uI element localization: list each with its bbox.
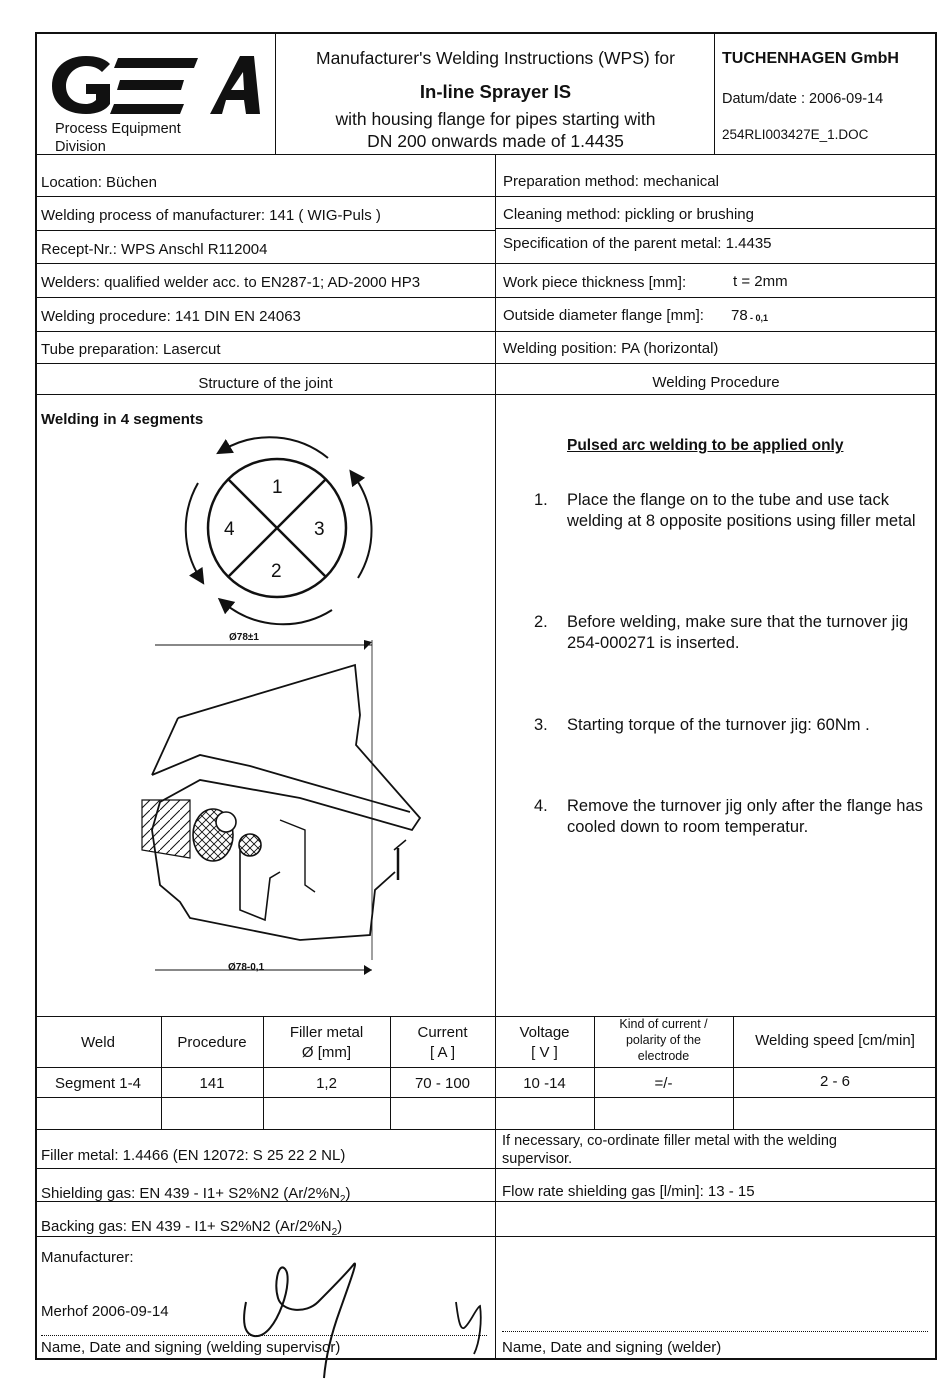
welding-position-field: Welding position: PA (horizontal) [503, 340, 719, 357]
flow-rate-field: Flow rate shielding gas [l/min]: 13 - 15 [502, 1183, 755, 1200]
column-header-polarity: polarity of the [625, 1033, 702, 1047]
column-header-weld: Weld [81, 1034, 115, 1051]
location-field: Location: Büchen [41, 174, 157, 191]
segment-label-2: 2 [271, 561, 282, 582]
cleaning-method-field: Cleaning method: pickling or brushing [503, 206, 754, 223]
divider [35, 1129, 937, 1130]
filler-metal-field: Filler metal: 1.4466 (EN 12072: S 25 22 2 NL) [41, 1147, 346, 1164]
title-line2: In-line Sprayer IS [419, 81, 572, 102]
sign-label-supervisor: Name, Date and signing (welding supervisor) [41, 1339, 341, 1356]
arrow-icon [354, 476, 372, 578]
welders-field: Welders: qualified welder acc. to EN287-1; AD-2000 HP3 [41, 274, 421, 291]
column-header-filler-unit: Ø [mm] [301, 1044, 352, 1061]
title-line1: Manufacturer's Welding Instructions (WPS) for [316, 48, 675, 68]
divider [35, 331, 496, 332]
column-header-current: Current [417, 1024, 468, 1041]
column-header-electrode: electrode [637, 1049, 690, 1063]
shielding-gas-field [41, 1185, 350, 1206]
arrow-icon [186, 483, 200, 578]
cell-voltage: 10 -14 [523, 1075, 566, 1092]
column-header-current-unit: [ A ] [429, 1044, 456, 1061]
divider [35, 230, 496, 231]
divider [495, 263, 937, 264]
column-header-voltage-unit: [ V ] [531, 1044, 558, 1061]
procedure-heading: Pulsed arc welding to be applied only [567, 437, 844, 454]
divider [495, 196, 937, 197]
divider [714, 32, 715, 155]
step-number: 4. [534, 797, 548, 815]
segment-label-4: 4 [224, 519, 235, 540]
step-number: 3. [534, 716, 548, 734]
title-line4: DN 200 onwards made of 1.4435 [367, 131, 624, 151]
signature-line-right [502, 1331, 928, 1332]
backing-gas-subscript: 2 [331, 1227, 338, 1238]
shielding-gas-subscript: 2 [339, 1194, 346, 1205]
supervisor-signature [236, 1262, 496, 1380]
divider [495, 394, 496, 1016]
dimension-top: Ø78±1 [229, 632, 259, 643]
divider [35, 196, 496, 197]
parent-metal-field: Specification of the parent metal: 1.4435 [503, 235, 772, 252]
signer-name-date: Merhof 2006-09-14 [41, 1303, 169, 1320]
divider [35, 394, 937, 395]
dimension-bottom: Ø78-0,1 [228, 962, 265, 973]
divider [35, 1067, 937, 1068]
backing-gas-close: ) [337, 1218, 343, 1235]
outside-diameter-label: Outside diameter flange [mm]: [503, 307, 704, 324]
shielding-gas-text: Shielding gas: EN 439 - I1+ S2%N2 (Ar/2%N [41, 1185, 340, 1202]
procedure-step: Place the flange on to the tube and use tack welding at 8 opposite positions using filler metal [567, 491, 916, 531]
division-line2: Division [55, 139, 106, 155]
signature-line-left [41, 1335, 487, 1336]
structure-header: Structure of the joint [198, 375, 333, 392]
step-number: 1. [534, 491, 548, 509]
cell-current: 70 - 100 [414, 1075, 471, 1092]
welding-procedure-field: Welding procedure: 141 DIN EN 24063 [41, 308, 301, 325]
flange-cross-section [130, 640, 430, 980]
document-reference: 254RLI003427E_1.DOC [722, 127, 869, 142]
sign-label-welder: Name, Date and signing (welder) [502, 1339, 722, 1356]
divider [35, 1016, 937, 1017]
procedure-step: Remove the turnover jig only after the flange has cooled down to room temperatur. [567, 797, 923, 837]
tube-preparation-field: Tube preparation: Lasercut [41, 341, 221, 358]
arrow-icon [223, 437, 328, 458]
shielding-gas-close: ) [345, 1185, 351, 1202]
cell-speed: 2 - 6 [819, 1073, 850, 1090]
divider [35, 1168, 937, 1169]
divider [35, 263, 496, 264]
column-header-speed: Welding speed [cm/min] [755, 1032, 915, 1049]
segment-label-3: 3 [314, 519, 325, 540]
segment-label-1: 1 [272, 477, 283, 498]
divider [495, 331, 937, 332]
gea-logo [48, 50, 263, 120]
preparation-method-field: Preparation method: mechanical [503, 173, 719, 190]
cell-procedure: 141 [199, 1075, 225, 1092]
division-line1: Process Equipment [55, 121, 181, 137]
divider [161, 1016, 162, 1129]
divider [35, 154, 937, 155]
coordinate-note-line1: If necessary, co-ordinate filler metal with the welding [502, 1133, 837, 1149]
divider [35, 1097, 937, 1098]
step-number: 2. [534, 613, 548, 631]
segments-heading: Welding in 4 segments [41, 411, 204, 428]
procedure-header: Welding Procedure [652, 374, 780, 391]
recept-number-field: Recept-Nr.: WPS Anschl R112004 [41, 241, 268, 258]
procedure-step: Before welding, make sure that the turnover jig 254-000271 is inserted. [567, 613, 909, 653]
segment-diagram [160, 428, 400, 628]
divider [495, 297, 937, 298]
procedure-step: Starting torque of the turnover jig: 60Nm . [567, 716, 870, 734]
cell-filler: 1,2 [316, 1075, 337, 1092]
outside-diameter-tolerance: - 0,1 [750, 313, 769, 323]
divider [35, 363, 937, 364]
welding-process-field: Welding process of manufacturer: 141 ( WIG-Puls ) [41, 207, 381, 224]
divider [275, 32, 276, 155]
column-header-kind: Kind of current / [619, 1017, 708, 1031]
thickness-value: t = 2mm [733, 273, 788, 290]
divider [35, 297, 496, 298]
coordinate-note-line2: supervisor. [502, 1151, 573, 1167]
title-line3: with housing flange for pipes starting with [335, 109, 656, 129]
cell-kind: =/- [654, 1075, 673, 1092]
cell-weld: Segment 1-4 [55, 1075, 141, 1092]
outside-diameter-value: 78 [731, 307, 748, 324]
company-name: TUCHENHAGEN GmbH [722, 50, 899, 67]
arrow-icon [224, 603, 332, 624]
backing-gas-text: Backing gas: EN 439 - I1+ S2%N2 (Ar/2%N [41, 1218, 332, 1235]
divider [495, 154, 496, 394]
manufacturer-label: Manufacturer: [41, 1249, 134, 1266]
backing-gas-field [41, 1218, 342, 1239]
column-header-procedure: Procedure [177, 1034, 247, 1051]
column-header-filler: Filler metal [289, 1024, 364, 1041]
document-date: Datum/date : 2006-09-14 [722, 91, 884, 107]
thickness-label: Work piece thickness [mm]: [503, 274, 687, 291]
divider [495, 228, 937, 229]
column-header-voltage: Voltage [519, 1024, 570, 1041]
